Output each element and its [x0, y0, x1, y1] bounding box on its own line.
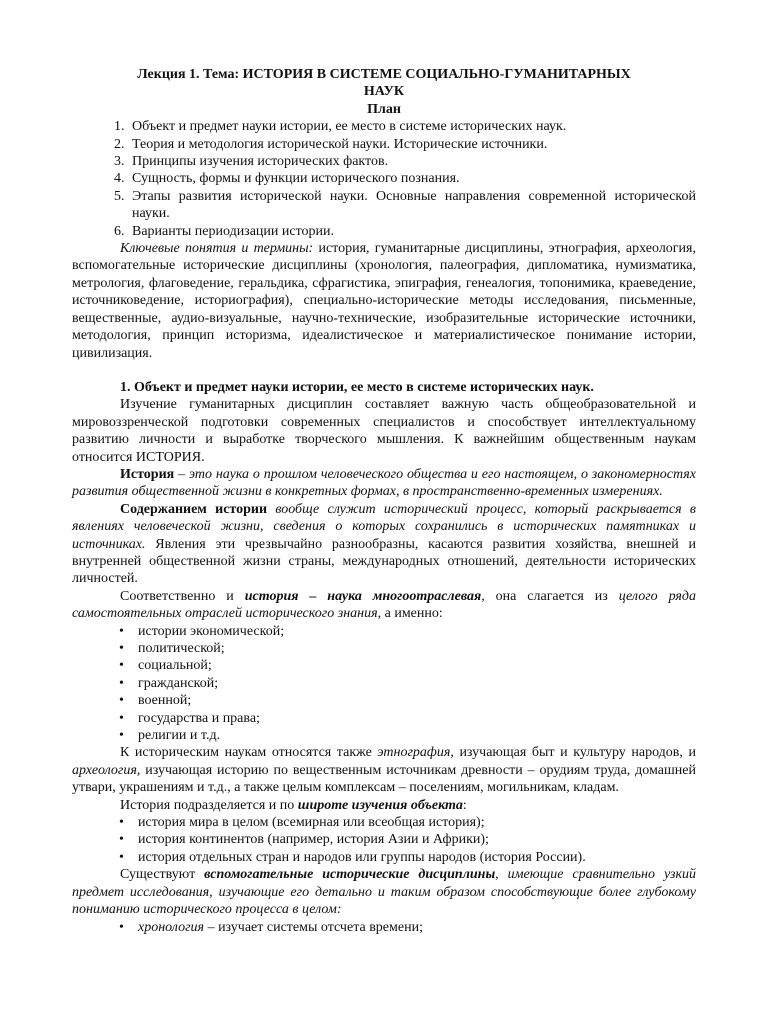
lecture-title-line2: НАУК: [363, 84, 405, 100]
branches-list: [72, 623, 696, 745]
bullet-icon: •: [119, 728, 124, 744]
list-item: • истории экономической;: [119, 623, 285, 639]
list-item: • социальной;: [119, 658, 212, 674]
lecture-title: [72, 66, 696, 101]
bullet-icon: •: [119, 832, 124, 848]
paragraph-definition: История – это наука о прошлом человеческого общества и его настоящем, о закономерностях развития общественной жизни в конкретных формах, в пространственно-временных измерениях.: [72, 466, 696, 500]
paragraph-content: Содержанием истории вообще служит исторический процесс, который раскрывается в явлениях человеческой жизни, сведения о которых сохранились в исторических памятниках и источниках. Явления эти чрезвычайно разнообразны, касаются развития хозяйства, внешней и внутренней общественной жизни страны, международных отношений, деятельности исторических личностей.: [72, 501, 696, 587]
bullet-icon: •: [119, 919, 124, 935]
list-item: • история отдельных стран и народов или группы народов (история России).: [119, 849, 586, 865]
plan-item: 2. Теория и методология исторической науки. Исторические источники.: [114, 136, 548, 152]
paragraph-auxiliary: Существуют вспомогательные исторические дисциплины, имеющие сравнительно узкий предмет исследования, изучающие его детально и таким образом способствующие более глубокому пониманию исторического процесса в целом:: [72, 867, 696, 918]
keywords-text: история, гуманитарные дисциплины, этнография, археология, вспомогательные исторические дисциплины (хронология, палеография, дипломатика, нумизматика, метрология, флаговедение, геральдика, сфрагистика, эпиграфия, генеалогия, топонимика, краеведение, источниковедение, историография), специально-исторические методы исследования, письменные, вещественные, аудио-визуальные, научно-технические, изобразительные исторические источники, методология, принцип историзма, идеалистическое и материалистическое понимание истории, цивилизация.: [72, 241, 696, 361]
bullet-icon: •: [119, 849, 124, 865]
plan-list: [72, 118, 696, 240]
auxiliary-list: [72, 919, 696, 936]
list-item: • гражданской;: [119, 675, 219, 691]
bullet-icon: •: [119, 658, 124, 674]
paragraph-ethnography: К историческим наукам относятся также этнография, изучающая быт и культуру народов, и археология, изучающая историю по вещественным источникам древности – орудиям труда, домашней утвари, украшениям и т.д., а также целым комплексам – поселениям, могильникам, кладам.: [72, 745, 696, 796]
list-item: • политической;: [119, 641, 225, 656]
bullet-icon: •: [119, 675, 124, 691]
plan-item: 3. Принципы изучения исторических фактов.: [114, 154, 389, 170]
bullet-icon: •: [119, 815, 124, 831]
lecture-title-line1: Лекция 1. Тема: ИСТОРИЯ В СИСТЕМЕ СОЦИАЛЬНО-ГУМАНИТАРНЫХ: [137, 67, 631, 82]
bullet-icon: •: [119, 693, 124, 709]
list-item: • религии и т.д.: [119, 728, 221, 744]
paragraph-scope: История подразделяется и по широте изучения объекта:: [120, 797, 467, 813]
plan-item: 4. Сущность, формы и функции исторического познания.: [114, 171, 460, 187]
keywords-label: Ключевые понятия и термины:: [120, 241, 314, 257]
list-item: • государства и права;: [119, 710, 260, 726]
list-item: • история континентов (например, история Азии и Африки);: [119, 832, 489, 848]
scope-list: [72, 814, 696, 866]
paragraph-branches: Соответственно и история – наука многоотраслевая, она слагается из целого ряда самостоятельных отраслей исторического знания, а именно:: [72, 588, 696, 622]
bullet-icon: •: [119, 641, 124, 656]
list-item: • военной;: [119, 693, 192, 709]
paragraph-intro: Изучение гуманитарных дисциплин составляет важную часть общеобразовательной и мировоззренческой подготовки современных специалистов и способствует интеллектуальному развитию личности и выработке творческого мышления. К важнейшим общественным наукам относится ИСТОРИЯ.: [72, 397, 696, 465]
keywords-paragraph: [72, 240, 696, 362]
list-item: • история мира в целом (всемирная или всеобщая история);: [119, 815, 485, 831]
plan-item: 1. Объект и предмет науки истории, ее место в системе исторических наук.: [114, 119, 567, 135]
section-heading: 1. Объект и предмет науки истории, ее место в системе исторических наук.: [120, 379, 594, 395]
bullet-icon: •: [119, 623, 124, 639]
plan-item: 5. Этапы развития исторической науки. Основные направления современной исторической науки.: [114, 188, 696, 222]
plan-title: План: [367, 101, 401, 117]
list-item: • хронология – изучает системы отсчета времени;: [119, 919, 423, 935]
plan-item: 6. Варианты периодизации истории.: [114, 223, 335, 239]
bullet-icon: •: [119, 710, 124, 726]
